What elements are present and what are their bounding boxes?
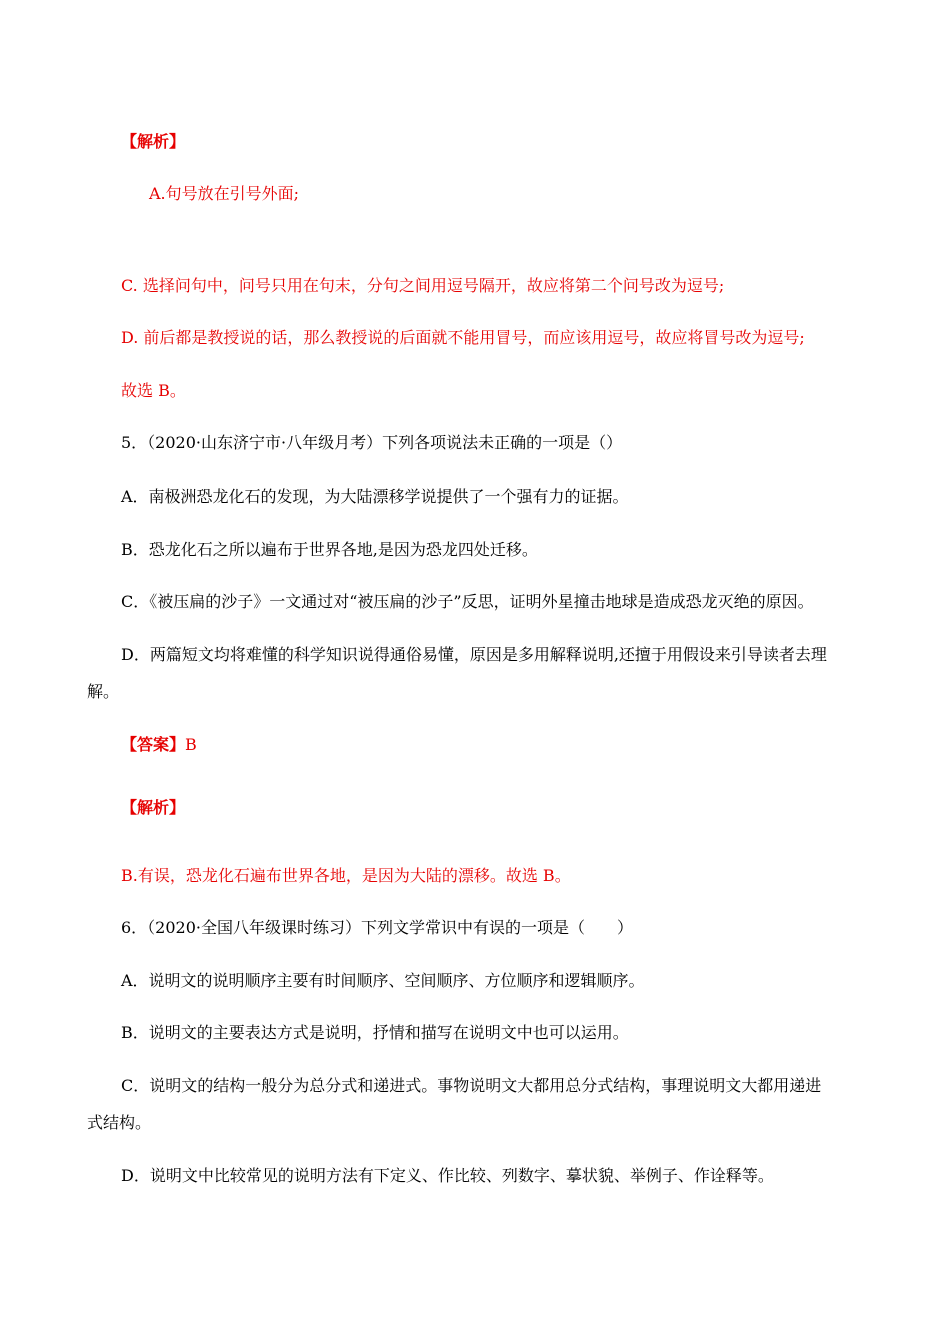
q4-analysis-line-a: A.句号放在引号外面; — [149, 184, 300, 203]
q5-analysis-heading: 【解析】 — [121, 798, 186, 817]
q4-analysis-conclusion: 故选 B。 — [121, 381, 186, 400]
q5-option-d-line1: D．两篇短文均将难懂的科学知识说得通俗易懂，原因是多用解释说明,还擅于用假设来引导读者去理 — [121, 645, 827, 664]
q6-option-d: D．说明文中比较常见的说明方法有下定义、作比较、列数字、摹状貌、举例子、作诠释等。 — [121, 1166, 774, 1185]
q4-analysis-heading: 【解析】 — [121, 132, 186, 151]
q5-option-d-line2: 解。 — [87, 682, 120, 701]
q5-analysis-text: B.有误，恐龙化石遍布世界各地，是因为大陆的漂移。故选 B。 — [121, 866, 571, 885]
q6-option-c-line1: C．说明文的结构一般分为总分式和递进式。事物说明文大都用总分式结构，事理说明文大都用递进 — [121, 1076, 822, 1095]
q5-option-a: A．南极洲恐龙化石的发现，为大陆漂移学说提供了一个强有力的证据。 — [121, 487, 629, 506]
q5-answer-value: B — [185, 735, 197, 754]
q5-stem: 5．（2020·山东济宁市·八年级月考）下列各项说法未正确的一项是（） — [121, 433, 623, 452]
q6-stem: 6．（2020·全国八年级课时练习）下列文学常识中有误的一项是（ ） — [121, 918, 633, 937]
q4-analysis-line-d: D. 前后都是教授说的话，那么教授说的后面就不能用冒号，而应该用逗号，故应将冒号改为逗号; — [121, 328, 805, 347]
q4-analysis-line-c: C. 选择问句中，问号只用在句末，分句之间用逗号隔开，故应将第二个问号改为逗号; — [121, 276, 725, 295]
q6-option-c-line2: 式结构。 — [87, 1113, 152, 1132]
q5-answer-label: 【答案】 — [121, 735, 186, 754]
q6-option-b: B．说明文的主要表达方式是说明，抒情和描写在说明文中也可以运用。 — [121, 1023, 629, 1042]
q5-option-c: C．《被压扁的沙子》一文通过对“被压扁的沙子”反思，证明外星撞击地球是造成恐龙灭绝的原因。 — [121, 592, 814, 611]
q6-option-a: A．说明文的说明顺序主要有时间顺序、空间顺序、方位顺序和逻辑顺序。 — [121, 971, 645, 990]
q5-option-b: B．恐龙化石之所以遍布于世界各地,是因为恐龙四处迁移。 — [121, 540, 538, 559]
q5-answer — [121, 735, 197, 755]
